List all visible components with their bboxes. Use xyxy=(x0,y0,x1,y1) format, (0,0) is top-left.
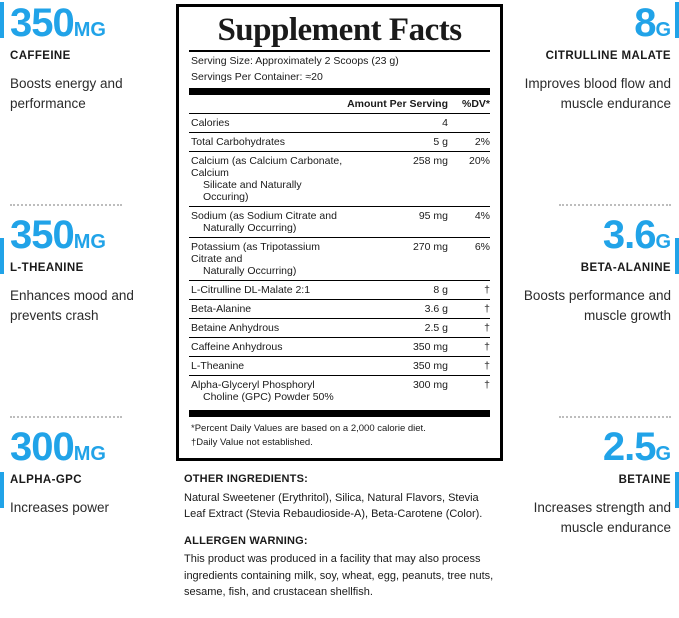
highlight-amount xyxy=(602,425,671,469)
row-name: Alpha-Glyceryl Phosphoryl Choline (GPC) Powder 50% xyxy=(189,375,345,406)
row-amount: 2.5 g xyxy=(345,318,448,337)
highlight-amount-unit: G xyxy=(655,443,671,465)
servings-per-container: Servings Per Container: ≈20 xyxy=(191,70,323,83)
highlight-amount xyxy=(10,1,106,45)
highlight-ingredient-name: L-THEANINE xyxy=(10,262,84,274)
table-row xyxy=(189,375,490,406)
highlight-amount xyxy=(10,425,106,469)
highlight-amount-unit: G xyxy=(655,19,671,41)
row-name: Sodium (as Sodium Citrate and Naturally Occurring) xyxy=(189,206,345,237)
highlight-description: Increases strength and muscle endurance xyxy=(533,500,671,535)
row-amount: 300 mg xyxy=(345,375,448,406)
table-row xyxy=(189,132,490,151)
supplement-facts-title: Supplement Facts xyxy=(217,12,462,48)
accent-bar-left-middle xyxy=(0,238,4,274)
allergen-warning-body: This product was produced in a facility that may also process ingredients containing milk, soy, wheat, egg, peanuts, tree nuts, sesame, fish, and crustacean shellfish. xyxy=(184,553,494,599)
accent-bar-left-bottom xyxy=(0,472,4,508)
highlight-ingredient-name: ALPHA-GPC xyxy=(10,474,82,486)
row-dv: † xyxy=(448,337,490,356)
supplement-facts-panel xyxy=(166,0,513,618)
highlight-amount xyxy=(602,213,671,257)
column-header-dv: %DV* xyxy=(461,97,490,110)
row-dv xyxy=(448,113,490,132)
highlight-beta-alanine xyxy=(519,213,671,406)
footnote-percent-dv: *Percent Daily Values are based on a 2,000 calorie diet. xyxy=(191,422,426,434)
row-name: Total Carbohydrates xyxy=(189,132,345,151)
supplement-facts-box xyxy=(176,4,503,461)
highlight-ingredient-name: CAFFEINE xyxy=(10,50,71,62)
accent-bar-right-middle xyxy=(675,238,679,274)
highlight-amount-unit: MG xyxy=(73,443,106,465)
highlight-amount-number: 350 xyxy=(10,213,74,257)
row-name: Potassium (as Tripotassium Citrate and Naturally Occurring) xyxy=(189,237,345,280)
table-row xyxy=(189,280,490,299)
highlight-description: Improves blood flow and muscle endurance xyxy=(524,76,671,111)
row-dv: † xyxy=(448,280,490,299)
row-name: Calcium (as Calcium Carbonate, Calcium Silicate and Naturally Occuring) xyxy=(189,151,345,206)
other-ingredients-block xyxy=(184,471,503,601)
table-row xyxy=(189,318,490,337)
highlight-ingredient-name: BETA-ALANINE xyxy=(580,262,671,274)
row-dv: 4% xyxy=(448,206,490,237)
highlight-amount-number: 300 xyxy=(10,425,74,469)
row-dv: 6% xyxy=(448,237,490,280)
table-row xyxy=(189,151,490,206)
accent-bar-right-top xyxy=(675,2,679,38)
row-amount: 3.6 g xyxy=(345,299,448,318)
row-dv: † xyxy=(448,318,490,337)
highlight-amount-number: 8 xyxy=(634,1,656,45)
table-row xyxy=(189,337,490,356)
accent-bar-left-top xyxy=(0,2,4,38)
row-dv: † xyxy=(448,375,490,406)
row-name: L-Citrulline DL-Malate 2:1 xyxy=(189,280,345,299)
accent-bar-right-bottom xyxy=(675,472,679,508)
row-amount: 4 xyxy=(345,113,448,132)
table-row xyxy=(189,299,490,318)
row-dv: 2% xyxy=(448,132,490,151)
highlight-ingredient-name: BETAINE xyxy=(618,474,671,486)
highlight-l-theanine xyxy=(10,213,160,406)
row-amount: 350 mg xyxy=(345,356,448,375)
highlight-description: Boosts energy and performance xyxy=(10,76,123,111)
other-ingredients-heading: OTHER INGREDIENTS: xyxy=(184,473,308,486)
row-amount: 350 mg xyxy=(345,337,448,356)
highlight-betaine xyxy=(519,425,671,618)
table-row xyxy=(189,113,490,132)
table-row xyxy=(189,237,490,280)
table-header-row xyxy=(189,95,490,114)
nutrition-table xyxy=(189,95,490,406)
row-dv: † xyxy=(448,356,490,375)
row-amount: 270 mg xyxy=(345,237,448,280)
row-amount: 258 mg xyxy=(345,151,448,206)
allergen-warning-heading: ALLERGEN WARNING: xyxy=(184,534,308,547)
footnote-daily-values xyxy=(189,417,490,451)
highlight-description: Enhances mood and prevents crash xyxy=(10,288,134,323)
column-header-amount: Amount Per Serving xyxy=(347,97,448,110)
footnote-dv-not-established: †Daily Value not established. xyxy=(191,437,313,449)
row-name: Betaine Anhydrous xyxy=(189,318,345,337)
highlight-amount xyxy=(10,213,106,257)
row-dv: † xyxy=(448,299,490,318)
left-highlight-column xyxy=(0,0,166,618)
highlight-amount-unit: G xyxy=(655,231,671,253)
other-ingredients-body: Natural Sweetener (Erythritol), Silica, Natural Flavors, Stevia Leaf Extract (Stevia Rebaudioside-A), Beta-Carotene (Color). xyxy=(184,491,483,521)
highlight-amount-number: 350 xyxy=(10,1,74,45)
highlight-amount xyxy=(634,1,671,45)
highlight-amount-unit: MG xyxy=(73,231,106,253)
highlight-description: Boosts performance and muscle growth xyxy=(523,288,671,323)
row-name: Beta-Alanine xyxy=(189,299,345,318)
highlight-amount-number: 2.5 xyxy=(602,425,656,469)
highlight-amount-unit: MG xyxy=(73,19,106,41)
highlight-alpha-gpc xyxy=(10,425,160,618)
row-dv: 20% xyxy=(448,151,490,206)
row-name: Calories xyxy=(189,113,345,132)
highlight-description: Increases power xyxy=(10,500,110,515)
highlight-amount-number: 3.6 xyxy=(602,213,656,257)
row-name: L-Theanine xyxy=(189,356,345,375)
serving-size: Serving Size: Approximately 2 Scoops (23 g) xyxy=(191,54,399,67)
table-row xyxy=(189,206,490,237)
row-amount: 5 g xyxy=(345,132,448,151)
row-amount: 8 g xyxy=(345,280,448,299)
highlight-citrulline-malate xyxy=(519,1,671,194)
right-highlight-column xyxy=(513,0,679,618)
highlight-ingredient-name: CITRULLINE MALATE xyxy=(545,50,671,62)
table-row xyxy=(189,356,490,375)
row-name: Caffeine Anhydrous xyxy=(189,337,345,356)
row-amount: 95 mg xyxy=(345,206,448,237)
highlight-caffeine xyxy=(10,1,160,194)
